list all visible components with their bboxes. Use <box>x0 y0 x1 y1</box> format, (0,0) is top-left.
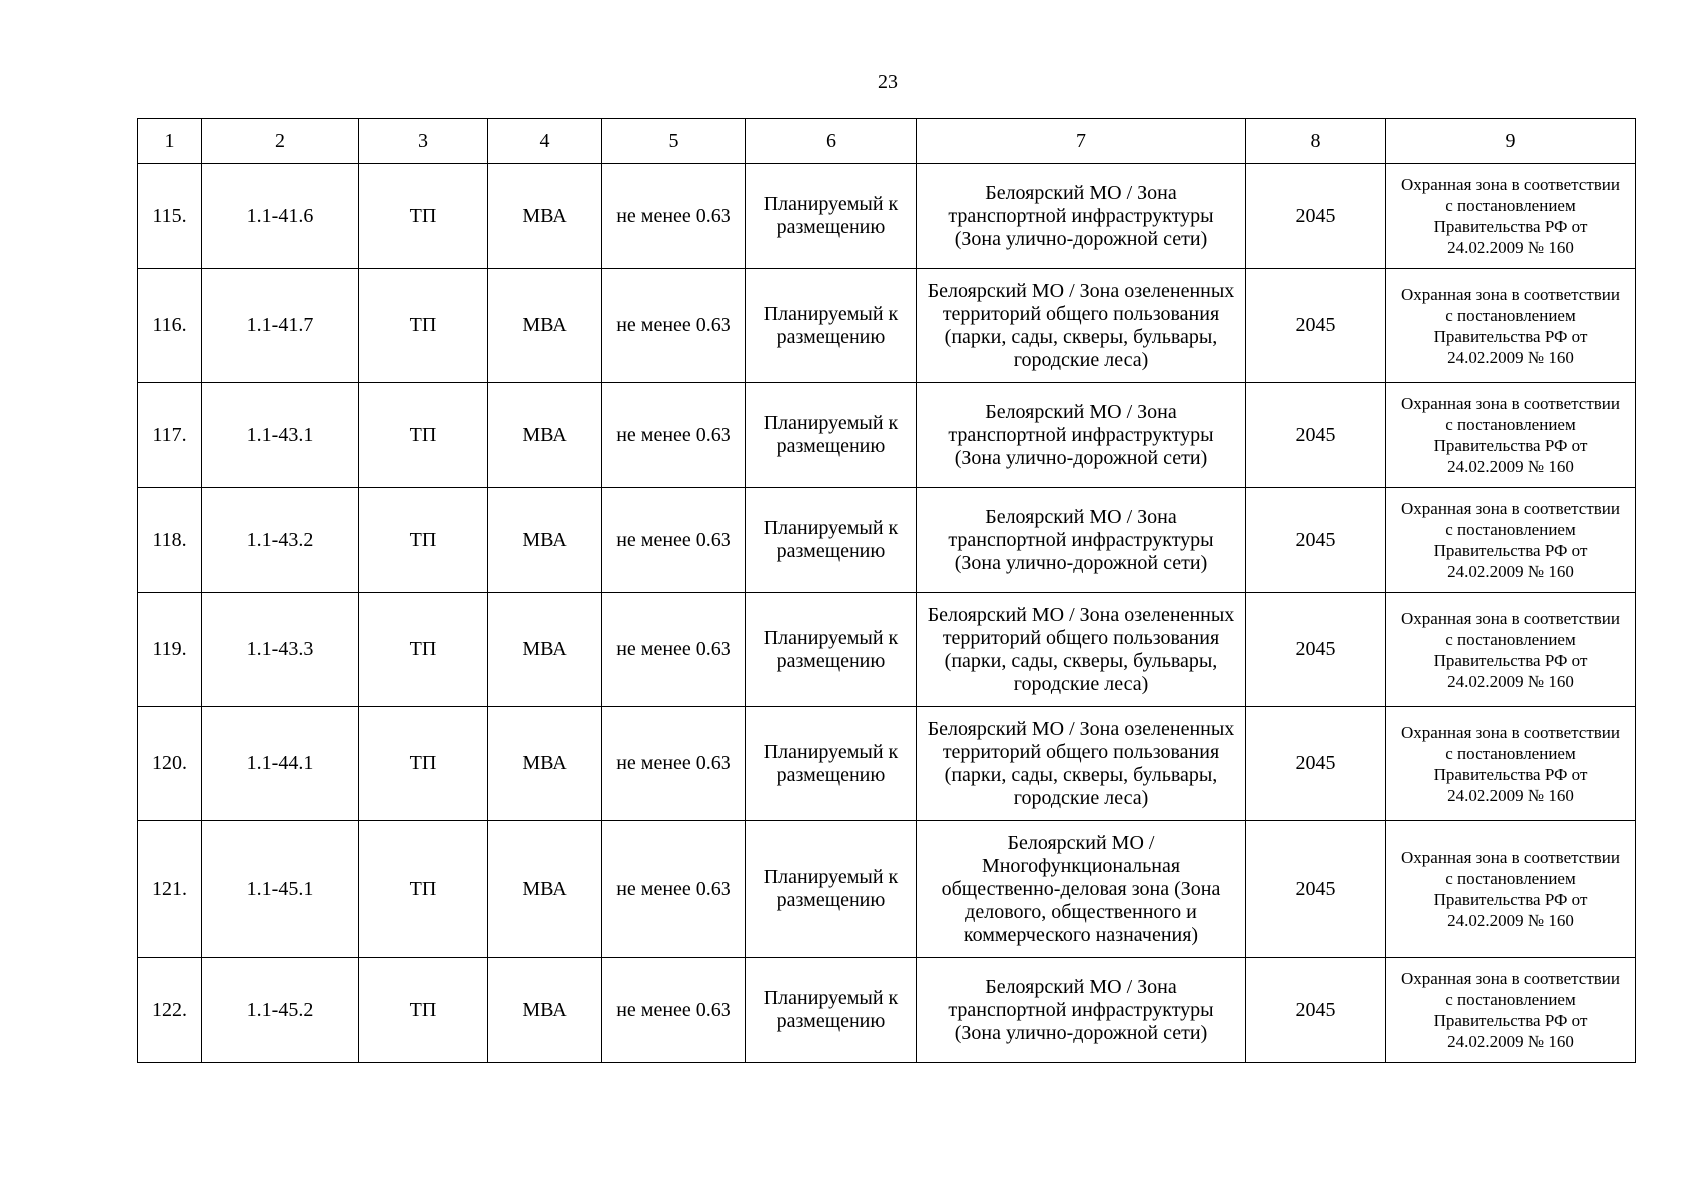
restriction-zone-line: 24.02.2009 № 160 <box>1447 785 1574 805</box>
row-number-cell: 122. <box>138 958 202 1063</box>
restriction-zone-line: Охранная зона в соответствии <box>1401 608 1620 628</box>
restriction-zone-cell <box>1386 707 1636 821</box>
status-cell <box>746 164 917 269</box>
restriction-zone-line: Охранная зона в соответствии <box>1401 848 1620 867</box>
restriction-zone-line: с постановлением <box>1445 196 1576 215</box>
restriction-zone-line: Правительства РФ от <box>1433 436 1588 455</box>
restriction-zone-line: 24.02.2009 № 160 <box>1447 562 1574 581</box>
status-cell <box>746 269 917 383</box>
object-type-cell: ТП <box>359 164 488 269</box>
restriction-zone-line: Охранная зона в соответствии <box>1401 969 1620 988</box>
restriction-zone-line: Правительства РФ от <box>1433 650 1588 670</box>
unit-cell: МВА <box>488 821 602 958</box>
location-zone-cell <box>917 958 1246 1063</box>
capacity-cell: не менее 0.63 <box>602 958 746 1063</box>
location-zone-cell <box>917 821 1246 958</box>
location-zone-line: коммерческого назначения) <box>963 923 1199 946</box>
header-cell-5: 5 <box>602 119 746 164</box>
table-row <box>138 707 1636 821</box>
unit-cell: МВА <box>488 488 602 593</box>
location-zone-cell <box>917 488 1246 593</box>
table-row <box>138 488 1636 593</box>
status-line: размещению <box>776 1010 886 1032</box>
restriction-zone-line: 24.02.2009 № 160 <box>1447 1032 1574 1051</box>
restriction-zone-line: Правительства РФ от <box>1433 764 1588 784</box>
header-cell-4: 4 <box>488 119 602 164</box>
restriction-zone-line: с постановлением <box>1445 869 1576 888</box>
capacity-cell: не менее 0.63 <box>602 164 746 269</box>
restriction-zone-line: Правительства РФ от <box>1433 890 1588 909</box>
page-number: 23 <box>878 71 898 93</box>
restriction-zone-line: Охранная зона в соответствии <box>1401 394 1620 413</box>
object-code-cell: 1.1-41.6 <box>202 164 359 269</box>
status-line: размещению <box>776 763 886 786</box>
restriction-zone-line: Правительства РФ от <box>1433 217 1588 236</box>
location-zone-cell <box>917 164 1246 269</box>
row-number-cell: 116. <box>138 269 202 383</box>
object-type-cell: ТП <box>359 269 488 383</box>
location-zone-line: территорий общего пользования <box>942 740 1220 763</box>
object-code-cell: 1.1-43.1 <box>202 383 359 488</box>
object-type-cell: ТП <box>359 707 488 821</box>
location-zone-line: (Зона улично-дорожной сети) <box>954 227 1208 250</box>
restriction-zone-line: 24.02.2009 № 160 <box>1447 238 1574 257</box>
table-row <box>138 958 1636 1063</box>
location-zone-line: Белоярский МО / Зона <box>985 400 1177 423</box>
status-line: размещению <box>776 325 886 348</box>
location-zone-cell <box>917 707 1246 821</box>
header-cell-8: 8 <box>1246 119 1386 164</box>
header-cell-6: 6 <box>746 119 917 164</box>
location-zone-line: Белоярский МО / Зона <box>985 181 1177 204</box>
status-line: Планируемый к <box>763 193 899 215</box>
header-cell-2: 2 <box>202 119 359 164</box>
status-line: размещению <box>776 540 886 562</box>
restriction-zone-line: Охранная зона в соответствии <box>1401 175 1620 194</box>
restriction-zone-line: с постановлением <box>1445 990 1576 1009</box>
restriction-zone-line: Охранная зона в соответствии <box>1401 499 1620 518</box>
location-zone-line: городские леса) <box>1013 786 1149 809</box>
restriction-zone-cell <box>1386 593 1636 707</box>
object-code-cell: 1.1-45.1 <box>202 821 359 958</box>
status-line: размещению <box>776 889 886 911</box>
restriction-zone-cell <box>1386 269 1636 383</box>
location-zone-line: (Зона улично-дорожной сети) <box>954 551 1208 574</box>
restriction-zone-line: с постановлением <box>1445 520 1576 539</box>
header-cell-9: 9 <box>1386 119 1636 164</box>
restriction-zone-line: с постановлением <box>1445 415 1576 434</box>
object-code-cell: 1.1-43.3 <box>202 593 359 707</box>
location-zone-line: транспортной инфраструктуры <box>948 204 1214 227</box>
capacity-cell: не менее 0.63 <box>602 821 746 958</box>
capacity-cell: не менее 0.63 <box>602 593 746 707</box>
restriction-zone-line: Охранная зона в соответствии <box>1401 722 1620 742</box>
restriction-zone-line: с постановлением <box>1445 305 1576 325</box>
capacity-cell: не менее 0.63 <box>602 488 746 593</box>
year-cell: 2045 <box>1246 593 1386 707</box>
year-cell: 2045 <box>1246 958 1386 1063</box>
location-zone-cell <box>917 383 1246 488</box>
location-zone-line: транспортной инфраструктуры <box>948 998 1214 1021</box>
row-number-cell: 121. <box>138 821 202 958</box>
status-line: Планируемый к <box>763 517 899 539</box>
status-line: размещению <box>776 216 886 238</box>
restriction-zone-cell <box>1386 958 1636 1063</box>
row-number-cell: 118. <box>138 488 202 593</box>
location-zone-line: (парки, сады, скверы, бульвары, <box>944 325 1218 348</box>
location-zone-line: (парки, сады, скверы, бульвары, <box>944 649 1218 672</box>
location-zone-line: Белоярский МО / Зона <box>985 505 1177 528</box>
objects-table <box>137 118 1636 1063</box>
status-cell <box>746 383 917 488</box>
location-zone-line: Многофункциональная <box>981 854 1181 877</box>
restriction-zone-line: 24.02.2009 № 160 <box>1447 911 1574 930</box>
capacity-cell: не менее 0.63 <box>602 383 746 488</box>
table-header-row <box>138 119 1636 164</box>
status-cell <box>746 958 917 1063</box>
status-cell <box>746 488 917 593</box>
location-zone-line: территорий общего пользования <box>942 626 1220 649</box>
object-code-cell: 1.1-44.1 <box>202 707 359 821</box>
location-zone-line: Белоярский МО / Зона <box>985 975 1177 998</box>
header-cell-3: 3 <box>359 119 488 164</box>
row-number-cell: 117. <box>138 383 202 488</box>
location-zone-cell <box>917 593 1246 707</box>
header-cell-1: 1 <box>138 119 202 164</box>
status-cell <box>746 821 917 958</box>
restriction-zone-line: 24.02.2009 № 160 <box>1447 671 1574 691</box>
status-line: размещению <box>776 649 886 672</box>
row-number-cell: 120. <box>138 707 202 821</box>
location-zone-line: Белоярский МО / Зона озелененных <box>927 717 1235 740</box>
restriction-zone-line: 24.02.2009 № 160 <box>1447 457 1574 476</box>
location-zone-line: транспортной инфраструктуры <box>948 423 1214 446</box>
unit-cell: МВА <box>488 958 602 1063</box>
status-cell <box>746 707 917 821</box>
unit-cell: МВА <box>488 269 602 383</box>
restriction-zone-line: Правительства РФ от <box>1433 326 1588 346</box>
table-row <box>138 593 1636 707</box>
location-zone-line: транспортной инфраструктуры <box>948 528 1214 551</box>
restriction-zone-line: Правительства РФ от <box>1433 541 1588 560</box>
restriction-zone-line: Правительства РФ от <box>1433 1011 1588 1030</box>
row-number-cell: 119. <box>138 593 202 707</box>
status-line: Планируемый к <box>763 412 899 434</box>
object-type-cell: ТП <box>359 593 488 707</box>
unit-cell: МВА <box>488 593 602 707</box>
table-row <box>138 164 1636 269</box>
restriction-zone-line: Охранная зона в соответствии <box>1401 284 1620 304</box>
status-line: Планируемый к <box>763 987 899 1009</box>
object-code-cell: 1.1-45.2 <box>202 958 359 1063</box>
capacity-cell: не менее 0.63 <box>602 269 746 383</box>
year-cell: 2045 <box>1246 383 1386 488</box>
location-zone-line: Белоярский МО / Зона озелененных <box>927 603 1235 626</box>
status-cell <box>746 593 917 707</box>
location-zone-line: Белоярский МО / <box>1007 831 1155 854</box>
object-code-cell: 1.1-43.2 <box>202 488 359 593</box>
status-line: Планируемый к <box>763 866 899 888</box>
header-cell-7: 7 <box>917 119 1246 164</box>
row-number-cell: 115. <box>138 164 202 269</box>
object-type-cell: ТП <box>359 488 488 593</box>
table-row <box>138 821 1636 958</box>
status-line: размещению <box>776 435 886 457</box>
status-line: Планируемый к <box>763 626 899 649</box>
location-zone-line: делового, общественного и <box>965 900 1197 923</box>
restriction-zone-line: 24.02.2009 № 160 <box>1447 347 1574 367</box>
object-type-cell: ТП <box>359 958 488 1063</box>
restriction-zone-line: с постановлением <box>1445 629 1576 649</box>
year-cell: 2045 <box>1246 821 1386 958</box>
object-type-cell: ТП <box>359 383 488 488</box>
year-cell: 2045 <box>1246 164 1386 269</box>
table-row <box>138 269 1636 383</box>
location-zone-line: территорий общего пользования <box>942 302 1220 325</box>
restriction-zone-cell <box>1386 821 1636 958</box>
status-line: Планируемый к <box>763 302 899 325</box>
location-zone-line: Белоярский МО / Зона озелененных <box>927 279 1235 302</box>
location-zone-line: городские леса) <box>1013 348 1149 371</box>
status-line: Планируемый к <box>763 740 899 763</box>
unit-cell: МВА <box>488 383 602 488</box>
year-cell: 2045 <box>1246 269 1386 383</box>
location-zone-line: (Зона улично-дорожной сети) <box>954 446 1208 469</box>
location-zone-line: городские леса) <box>1013 672 1149 695</box>
restriction-zone-cell <box>1386 488 1636 593</box>
year-cell: 2045 <box>1246 707 1386 821</box>
location-zone-line: (парки, сады, скверы, бульвары, <box>944 763 1218 786</box>
object-type-cell: ТП <box>359 821 488 958</box>
year-cell: 2045 <box>1246 488 1386 593</box>
unit-cell: МВА <box>488 707 602 821</box>
location-zone-line: (Зона улично-дорожной сети) <box>954 1021 1208 1044</box>
object-code-cell: 1.1-41.7 <box>202 269 359 383</box>
unit-cell: МВА <box>488 164 602 269</box>
table-row <box>138 383 1636 488</box>
location-zone-line: общественно-деловая зона (Зона <box>941 877 1221 900</box>
restriction-zone-cell <box>1386 383 1636 488</box>
restriction-zone-line: с постановлением <box>1445 743 1576 763</box>
restriction-zone-cell <box>1386 164 1636 269</box>
location-zone-cell <box>917 269 1246 383</box>
capacity-cell: не менее 0.63 <box>602 707 746 821</box>
